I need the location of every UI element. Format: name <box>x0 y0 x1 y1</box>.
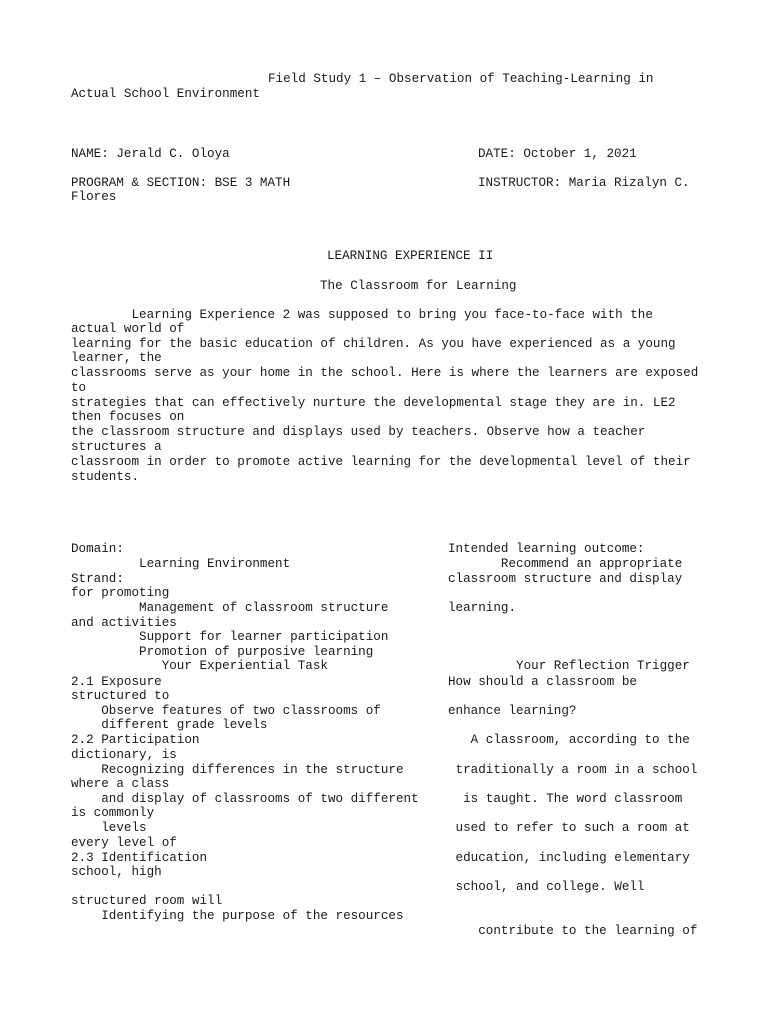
intro-line: classroom in order to promote active learning for the developmental level of their <box>71 455 691 469</box>
instructor-name-continued: Flores <box>71 190 117 204</box>
intro-line: then focuses on <box>71 410 185 424</box>
left-line: dictionary, is <box>71 748 177 762</box>
experiential-task-heading: Your Experiential Task <box>71 659 328 673</box>
task-heading: 2.2 Participation <box>71 733 200 747</box>
section-heading: LEARNING EXPERIENCE II <box>327 249 494 263</box>
intro-line: the classroom structure and displays used by teachers. Observe how a teacher <box>71 425 646 439</box>
reflection-answer: school, and college. Well <box>448 880 645 894</box>
reflection-answer: contribute to the learning of <box>448 924 698 938</box>
title-line-2: Actual School Environment <box>71 87 260 101</box>
task-description: and display of classrooms of two different <box>71 792 419 806</box>
task-heading: 2.3 Identification <box>71 851 208 865</box>
reflection-answer: A classroom, according to the <box>448 733 690 747</box>
intro-line: strategies that can effectively nurture the developmental stage they are in. LE2 <box>71 396 676 410</box>
student-name: NAME: Jerald C. Oloya <box>71 147 230 161</box>
domain-label: Domain: <box>71 542 124 556</box>
strand-label: Strand: <box>71 572 124 586</box>
left-line: and activities <box>71 616 177 630</box>
strand-item: Promotion of purposive learning <box>71 645 374 659</box>
intro-line: learner, the <box>71 351 162 365</box>
instructor-name: INSTRUCTOR: Maria Rizalyn C. <box>478 176 690 190</box>
left-line: for promoting <box>71 586 170 600</box>
intro-line: actual world of <box>71 322 185 336</box>
reflection-answer: is taught. The word classroom <box>448 792 683 806</box>
learning-outcome-text: Recommend an appropriate <box>448 557 683 571</box>
intro-line: structures a <box>71 440 162 454</box>
reflection-trigger-heading: Your Reflection Trigger <box>448 659 690 673</box>
task-description: levels <box>71 821 147 835</box>
intro-line: to <box>71 381 87 395</box>
intro-line: classrooms serve as your home in the school. Here is where the learners are exposed <box>71 366 699 380</box>
left-line: every level of <box>71 836 177 850</box>
task-description: Identifying the purpose of the resources <box>71 909 404 923</box>
intro-line: learning for the basic education of children. As you have experienced as a young <box>71 337 676 351</box>
strand-item: Support for learner participation <box>71 630 389 644</box>
left-line: structured room will <box>71 894 223 908</box>
reflection-answer: used to refer to such a room at <box>448 821 690 835</box>
intro-line: students. <box>71 470 140 484</box>
left-line: structured to <box>71 689 170 703</box>
reflection-answer: traditionally a room in a school <box>448 763 698 777</box>
reflection-answer: education, including elementary <box>448 851 690 865</box>
learning-outcome-label: Intended learning outcome: <box>448 542 645 556</box>
left-line: school, high <box>71 865 162 879</box>
task-description: Observe features of two classrooms of <box>71 704 381 718</box>
task-description: different grade levels <box>71 718 268 732</box>
section-subheading: The Classroom for Learning <box>320 279 517 293</box>
submission-date: DATE: October 1, 2021 <box>478 147 637 161</box>
task-description: Recognizing differences in the structure <box>71 763 404 777</box>
learning-outcome-text: learning. <box>448 601 517 615</box>
intro-line: Learning Experience 2 was supposed to bring you face-to-face with the <box>71 308 653 322</box>
task-heading: 2.1 Exposure <box>71 675 162 689</box>
domain-value: Learning Environment <box>71 557 291 571</box>
left-line: where a class <box>71 777 170 791</box>
title-line-1: Field Study 1 – Observation of Teaching-Learning in <box>268 72 654 86</box>
left-line: is commonly <box>71 806 155 820</box>
strand-item: Management of classroom structure <box>71 601 389 615</box>
program-section: PROGRAM & SECTION: BSE 3 MATH <box>71 176 291 190</box>
learning-outcome-text: classroom structure and display <box>448 572 683 586</box>
reflection-question: enhance learning? <box>448 704 577 718</box>
reflection-question: How should a classroom be <box>448 675 637 689</box>
